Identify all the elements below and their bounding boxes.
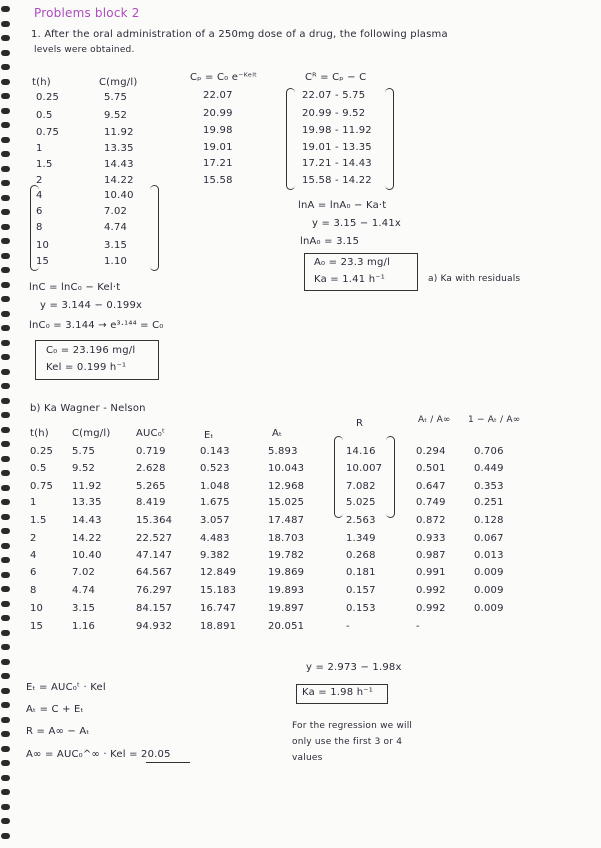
a-cell-cr: 22.07 - 5.75 bbox=[302, 90, 366, 101]
b-cell-one-minus: 0.251 bbox=[474, 497, 504, 508]
a-cell-c: 5.75 bbox=[104, 92, 128, 103]
a0-value: A₀ = 23.3 mg/l bbox=[314, 257, 391, 268]
spiral-ring bbox=[1, 325, 10, 331]
b-cell-r: 0.153 bbox=[346, 603, 376, 614]
b-cell-ratio: 0.872 bbox=[416, 515, 446, 526]
spiral-ring bbox=[1, 615, 10, 621]
b-cell-c: 3.15 bbox=[72, 603, 96, 614]
b-cell-ratio: 0.991 bbox=[416, 567, 446, 578]
b-cell-t: 0.75 bbox=[30, 481, 54, 492]
a-cell-cr: 19.98 - 11.92 bbox=[302, 125, 372, 136]
spiral-ring bbox=[1, 267, 10, 273]
b-header-one-minus: 1 − Aₜ / A∞ bbox=[468, 415, 521, 425]
a-cell-t: 6 bbox=[36, 206, 43, 217]
a-cell-c: 3.15 bbox=[104, 240, 128, 251]
a-cell-c: 10.40 bbox=[104, 190, 134, 201]
spiral-ring bbox=[1, 238, 10, 244]
b-cell-et: 3.057 bbox=[200, 515, 230, 526]
a-cell-t: 1 bbox=[36, 143, 43, 154]
b-cell-t: 6 bbox=[30, 567, 37, 578]
ka-note: a) Ka with residuals bbox=[428, 274, 521, 284]
brace-a-bottom-left bbox=[30, 185, 39, 271]
b-header-t: t(h) bbox=[30, 428, 49, 439]
part-b-title: b) Ka Wagner - Nelson bbox=[30, 403, 146, 414]
a-cell-t: 15 bbox=[36, 256, 50, 267]
b-cell-r: 0.157 bbox=[346, 585, 376, 596]
b-cell-c: 5.75 bbox=[72, 446, 96, 457]
b-cell-ratio: 0.992 bbox=[416, 603, 446, 614]
a-cell-c: 4.74 bbox=[104, 222, 128, 233]
a-cell-cp: 19.01 bbox=[203, 142, 233, 153]
b-cell-auc: 76.297 bbox=[136, 585, 173, 596]
spiral-ring bbox=[1, 180, 10, 186]
b-cell-at: 19.782 bbox=[268, 550, 305, 561]
b-cell-one-minus: 0.009 bbox=[474, 603, 504, 614]
kel-fit-line-2: y = 3.144 − 0.199x bbox=[40, 300, 143, 311]
b-cell-t: 10 bbox=[30, 603, 44, 614]
spiral-ring bbox=[1, 557, 10, 563]
spiral-ring bbox=[1, 644, 10, 650]
b-cell-auc: 94.932 bbox=[136, 621, 173, 632]
b-cell-one-minus: 0.009 bbox=[474, 585, 504, 596]
b-cell-c: 1.16 bbox=[72, 621, 96, 632]
b-cell-c: 11.92 bbox=[72, 481, 102, 492]
b-cell-c: 14.22 bbox=[72, 533, 102, 544]
spiral-ring bbox=[1, 137, 10, 143]
b-cell-r: 1.349 bbox=[346, 533, 376, 544]
b-cell-one-minus: 0.353 bbox=[474, 481, 504, 492]
b-cell-et: 15.183 bbox=[200, 585, 237, 596]
a-cell-t: 1.5 bbox=[36, 159, 53, 170]
spiral-ring bbox=[1, 673, 10, 679]
b-cell-one-minus: 0.128 bbox=[474, 515, 504, 526]
spiral-ring bbox=[1, 369, 10, 375]
spiral-ring bbox=[1, 224, 10, 230]
a-cell-cp: 15.58 bbox=[203, 175, 233, 186]
a-cell-t: 4 bbox=[36, 190, 43, 201]
b-header-et: Eₜ bbox=[204, 430, 214, 441]
brace-r-right bbox=[386, 436, 395, 518]
spiral-ring bbox=[1, 412, 10, 418]
spiral-ring bbox=[1, 630, 10, 636]
b-cell-et: 0.143 bbox=[200, 446, 230, 457]
spiral-ring bbox=[1, 572, 10, 578]
spiral-ring bbox=[1, 688, 10, 694]
ka-value: Ka = 1.41 h⁻¹ bbox=[314, 274, 385, 285]
spiral-ring bbox=[1, 586, 10, 592]
b-cell-r: 0.268 bbox=[346, 550, 376, 561]
b-cell-et: 4.483 bbox=[200, 533, 230, 544]
spiral-ring bbox=[1, 253, 10, 259]
spiral-ring bbox=[1, 35, 10, 41]
b-fit: y = 2.973 − 1.98x bbox=[306, 662, 402, 673]
b-cell-t: 0.5 bbox=[30, 463, 47, 474]
page-title: Problems block 2 bbox=[34, 6, 140, 20]
b-cell-at: 5.893 bbox=[268, 446, 298, 457]
b-note-2: only use the first 3 or 4 bbox=[292, 737, 403, 747]
b-cell-ratio: 0.501 bbox=[416, 463, 446, 474]
a-cell-c: 13.35 bbox=[104, 143, 134, 154]
b-cell-auc: 84.157 bbox=[136, 603, 173, 614]
a-cell-cp: 17.21 bbox=[203, 158, 233, 169]
a-cell-t: 0.75 bbox=[36, 127, 60, 138]
b-cell-ratio: - bbox=[416, 621, 420, 632]
b-cell-c: 7.02 bbox=[72, 567, 96, 578]
b-cell-et: 0.523 bbox=[200, 463, 230, 474]
spiral-ring bbox=[1, 64, 10, 70]
spiral-ring bbox=[1, 122, 10, 128]
spiral-ring bbox=[1, 702, 10, 708]
spiral-ring bbox=[1, 470, 10, 476]
spiral-ring bbox=[1, 775, 10, 781]
b-cell-et: 16.747 bbox=[200, 603, 237, 614]
spiral-ring bbox=[1, 282, 10, 288]
spiral-ring bbox=[1, 195, 10, 201]
b-cell-auc: 47.147 bbox=[136, 550, 173, 561]
b-header-auc: AUC₀ᵗ bbox=[136, 428, 166, 439]
a-cell-t: 0.25 bbox=[36, 92, 60, 103]
kel-fit-line-1: lnC = lnC₀ − Kel·t bbox=[29, 282, 121, 293]
a-cell-t: 8 bbox=[36, 222, 43, 233]
spiral-ring bbox=[1, 427, 10, 433]
spiral-ring bbox=[1, 601, 10, 607]
a-cell-cr: 19.01 - 13.35 bbox=[302, 142, 372, 153]
b-cell-t: 15 bbox=[30, 621, 44, 632]
b-cell-et: 9.382 bbox=[200, 550, 230, 561]
a-cell-c: 1.10 bbox=[104, 256, 128, 267]
spiral-ring bbox=[1, 746, 10, 752]
spiral-ring bbox=[1, 296, 10, 302]
a-cell-cr: 17.21 - 14.43 bbox=[302, 158, 372, 169]
b-cell-one-minus: 0.706 bbox=[474, 446, 504, 457]
spiral-ring bbox=[1, 456, 10, 462]
header-cp: Cₚ = C₀ e⁻ᴷᵉˡᵗ bbox=[190, 72, 258, 83]
b-cell-t: 0.25 bbox=[30, 446, 54, 457]
spiral-ring bbox=[1, 760, 10, 766]
b-cell-one-minus: 0.067 bbox=[474, 533, 504, 544]
b-cell-c: 9.52 bbox=[72, 463, 96, 474]
a-cell-cp: 20.99 bbox=[203, 108, 233, 119]
b-cell-auc: 5.265 bbox=[136, 481, 166, 492]
spiral-ring bbox=[1, 6, 10, 12]
spiral-ring bbox=[1, 50, 10, 56]
spiral-ring bbox=[1, 398, 10, 404]
a-cell-cp: 19.98 bbox=[203, 125, 233, 136]
spiral-ring bbox=[1, 499, 10, 505]
spiral-ring bbox=[1, 209, 10, 215]
b-cell-r: 14.16 bbox=[346, 446, 376, 457]
spiral-ring bbox=[1, 311, 10, 317]
a-cell-c: 9.52 bbox=[104, 110, 128, 121]
b-note-3: values bbox=[292, 753, 323, 763]
b-cell-r: - bbox=[346, 621, 350, 632]
ka-fit-line-1: lnA = lnA₀ − Ka·t bbox=[298, 200, 387, 211]
spiral-ring bbox=[1, 731, 10, 737]
b-cell-t: 8 bbox=[30, 585, 37, 596]
b-cell-auc: 15.364 bbox=[136, 515, 173, 526]
b-header-at: Aₜ bbox=[272, 428, 283, 439]
b-cell-at: 15.025 bbox=[268, 497, 305, 508]
brace-r-left bbox=[334, 436, 343, 518]
spiral-ring bbox=[1, 166, 10, 172]
b-cell-et: 1.675 bbox=[200, 497, 230, 508]
b-cell-one-minus: 0.013 bbox=[474, 550, 504, 561]
b-cell-et: 18.891 bbox=[200, 621, 237, 632]
intro-line-1: 1. After the oral administration of a 250mg dose of a drug, the following plasma bbox=[31, 29, 448, 40]
intro-line-2: levels were obtained. bbox=[34, 45, 135, 55]
b-cell-r: 0.181 bbox=[346, 567, 376, 578]
b-ka-value: Ka = 1.98 h⁻¹ bbox=[302, 687, 373, 698]
spiral-ring bbox=[1, 659, 10, 665]
spiral-ring bbox=[1, 514, 10, 520]
a-cell-t: 10 bbox=[36, 240, 50, 251]
b-cell-t: 2 bbox=[30, 533, 37, 544]
spiral-ring bbox=[1, 818, 10, 824]
b-cell-at: 10.043 bbox=[268, 463, 305, 474]
b-cell-et: 12.849 bbox=[200, 567, 237, 578]
kel-value: Kel = 0.199 h⁻¹ bbox=[46, 362, 127, 373]
b-cell-c: 13.35 bbox=[72, 497, 102, 508]
a-cell-c: 14.22 bbox=[104, 175, 134, 186]
b-cell-c: 10.40 bbox=[72, 550, 102, 561]
a-cell-t: 2 bbox=[36, 175, 43, 186]
b-cell-c: 14.43 bbox=[72, 515, 102, 526]
b-cell-auc: 22.527 bbox=[136, 533, 173, 544]
spiral-ring bbox=[1, 108, 10, 114]
a-cell-c: 11.92 bbox=[104, 127, 134, 138]
brace-a-bottom-right bbox=[150, 185, 159, 271]
spiral-ring bbox=[1, 528, 10, 534]
formula-ainf: A∞ = AUC₀^∞ · Kel = 20.05 bbox=[26, 749, 171, 760]
formula-r: R = A∞ − Aₜ bbox=[26, 726, 90, 737]
b-cell-t: 1.5 bbox=[30, 515, 47, 526]
spiral-ring bbox=[1, 383, 10, 389]
spiral-ring bbox=[1, 441, 10, 447]
brace-cr-right bbox=[385, 88, 394, 190]
b-cell-at: 12.968 bbox=[268, 481, 305, 492]
ka-fit-line-3: lnA₀ = 3.15 bbox=[300, 236, 360, 247]
b-header-c: C(mg/l) bbox=[72, 428, 111, 439]
b-cell-r: 2.563 bbox=[346, 515, 376, 526]
header-t: t(h) bbox=[32, 77, 51, 88]
header-cr: Cᴿ = Cₚ − C bbox=[305, 72, 367, 83]
a-cell-cr: 20.99 - 9.52 bbox=[302, 108, 366, 119]
b-cell-ratio: 0.987 bbox=[416, 550, 446, 561]
spiral-ring bbox=[1, 21, 10, 27]
spiral-ring bbox=[1, 789, 10, 795]
formula-at: Aₜ = C + Eₜ bbox=[26, 704, 84, 715]
b-cell-at: 19.893 bbox=[268, 585, 305, 596]
spiral-ring bbox=[1, 543, 10, 549]
b-cell-ratio: 0.933 bbox=[416, 533, 446, 544]
b-cell-auc: 64.567 bbox=[136, 567, 173, 578]
a-cell-cp: 22.07 bbox=[203, 90, 233, 101]
a-cell-c: 14.43 bbox=[104, 159, 134, 170]
formula-et: Eₜ = AUC₀ᵗ · Kel bbox=[26, 682, 106, 693]
spiral-ring bbox=[1, 151, 10, 157]
b-cell-at: 19.897 bbox=[268, 603, 305, 614]
c0-value: C₀ = 23.196 mg/l bbox=[46, 345, 136, 356]
spiral-ring bbox=[1, 717, 10, 723]
b-cell-auc: 2.628 bbox=[136, 463, 166, 474]
b-cell-r: 10.007 bbox=[346, 463, 383, 474]
b-cell-auc: 0.719 bbox=[136, 446, 166, 457]
b-cell-ratio: 0.647 bbox=[416, 481, 446, 492]
b-cell-at: 18.703 bbox=[268, 533, 305, 544]
b-cell-auc: 8.419 bbox=[136, 497, 166, 508]
header-c: C(mg/l) bbox=[99, 77, 138, 88]
b-cell-ratio: 0.992 bbox=[416, 585, 446, 596]
spiral-ring bbox=[1, 833, 10, 839]
spiral-ring bbox=[1, 485, 10, 491]
kel-fit-line-3: lnC₀ = 3.144 → e³·¹⁴⁴ = C₀ bbox=[29, 320, 164, 331]
b-cell-t: 4 bbox=[30, 550, 37, 561]
b-cell-c: 4.74 bbox=[72, 585, 96, 596]
b-header-ratio: Aₜ / A∞ bbox=[418, 415, 451, 425]
ainf-underline bbox=[146, 762, 190, 763]
b-cell-t: 1 bbox=[30, 497, 37, 508]
b-cell-r: 5.025 bbox=[346, 497, 376, 508]
ka-fit-line-2: y = 3.15 − 1.41x bbox=[312, 218, 402, 229]
b-cell-ratio: 0.294 bbox=[416, 446, 446, 457]
b-note-1: For the regression we will bbox=[292, 721, 413, 731]
spiral-binding bbox=[0, 6, 12, 846]
spiral-ring bbox=[1, 79, 10, 85]
b-cell-ratio: 0.749 bbox=[416, 497, 446, 508]
b-cell-at: 19.869 bbox=[268, 567, 305, 578]
b-cell-at: 20.051 bbox=[268, 621, 305, 632]
spiral-ring bbox=[1, 340, 10, 346]
spiral-ring bbox=[1, 93, 10, 99]
a-cell-t: 0.5 bbox=[36, 110, 53, 121]
b-cell-r: 7.082 bbox=[346, 481, 376, 492]
brace-cr-left bbox=[286, 88, 295, 190]
b-header-r: R bbox=[356, 418, 364, 429]
b-cell-et: 1.048 bbox=[200, 481, 230, 492]
b-cell-one-minus: 0.009 bbox=[474, 567, 504, 578]
a-cell-cr: 15.58 - 14.22 bbox=[302, 175, 372, 186]
a-cell-c: 7.02 bbox=[104, 206, 128, 217]
spiral-ring bbox=[1, 804, 10, 810]
b-cell-at: 17.487 bbox=[268, 515, 305, 526]
b-cell-one-minus: 0.449 bbox=[474, 463, 504, 474]
spiral-ring bbox=[1, 354, 10, 360]
